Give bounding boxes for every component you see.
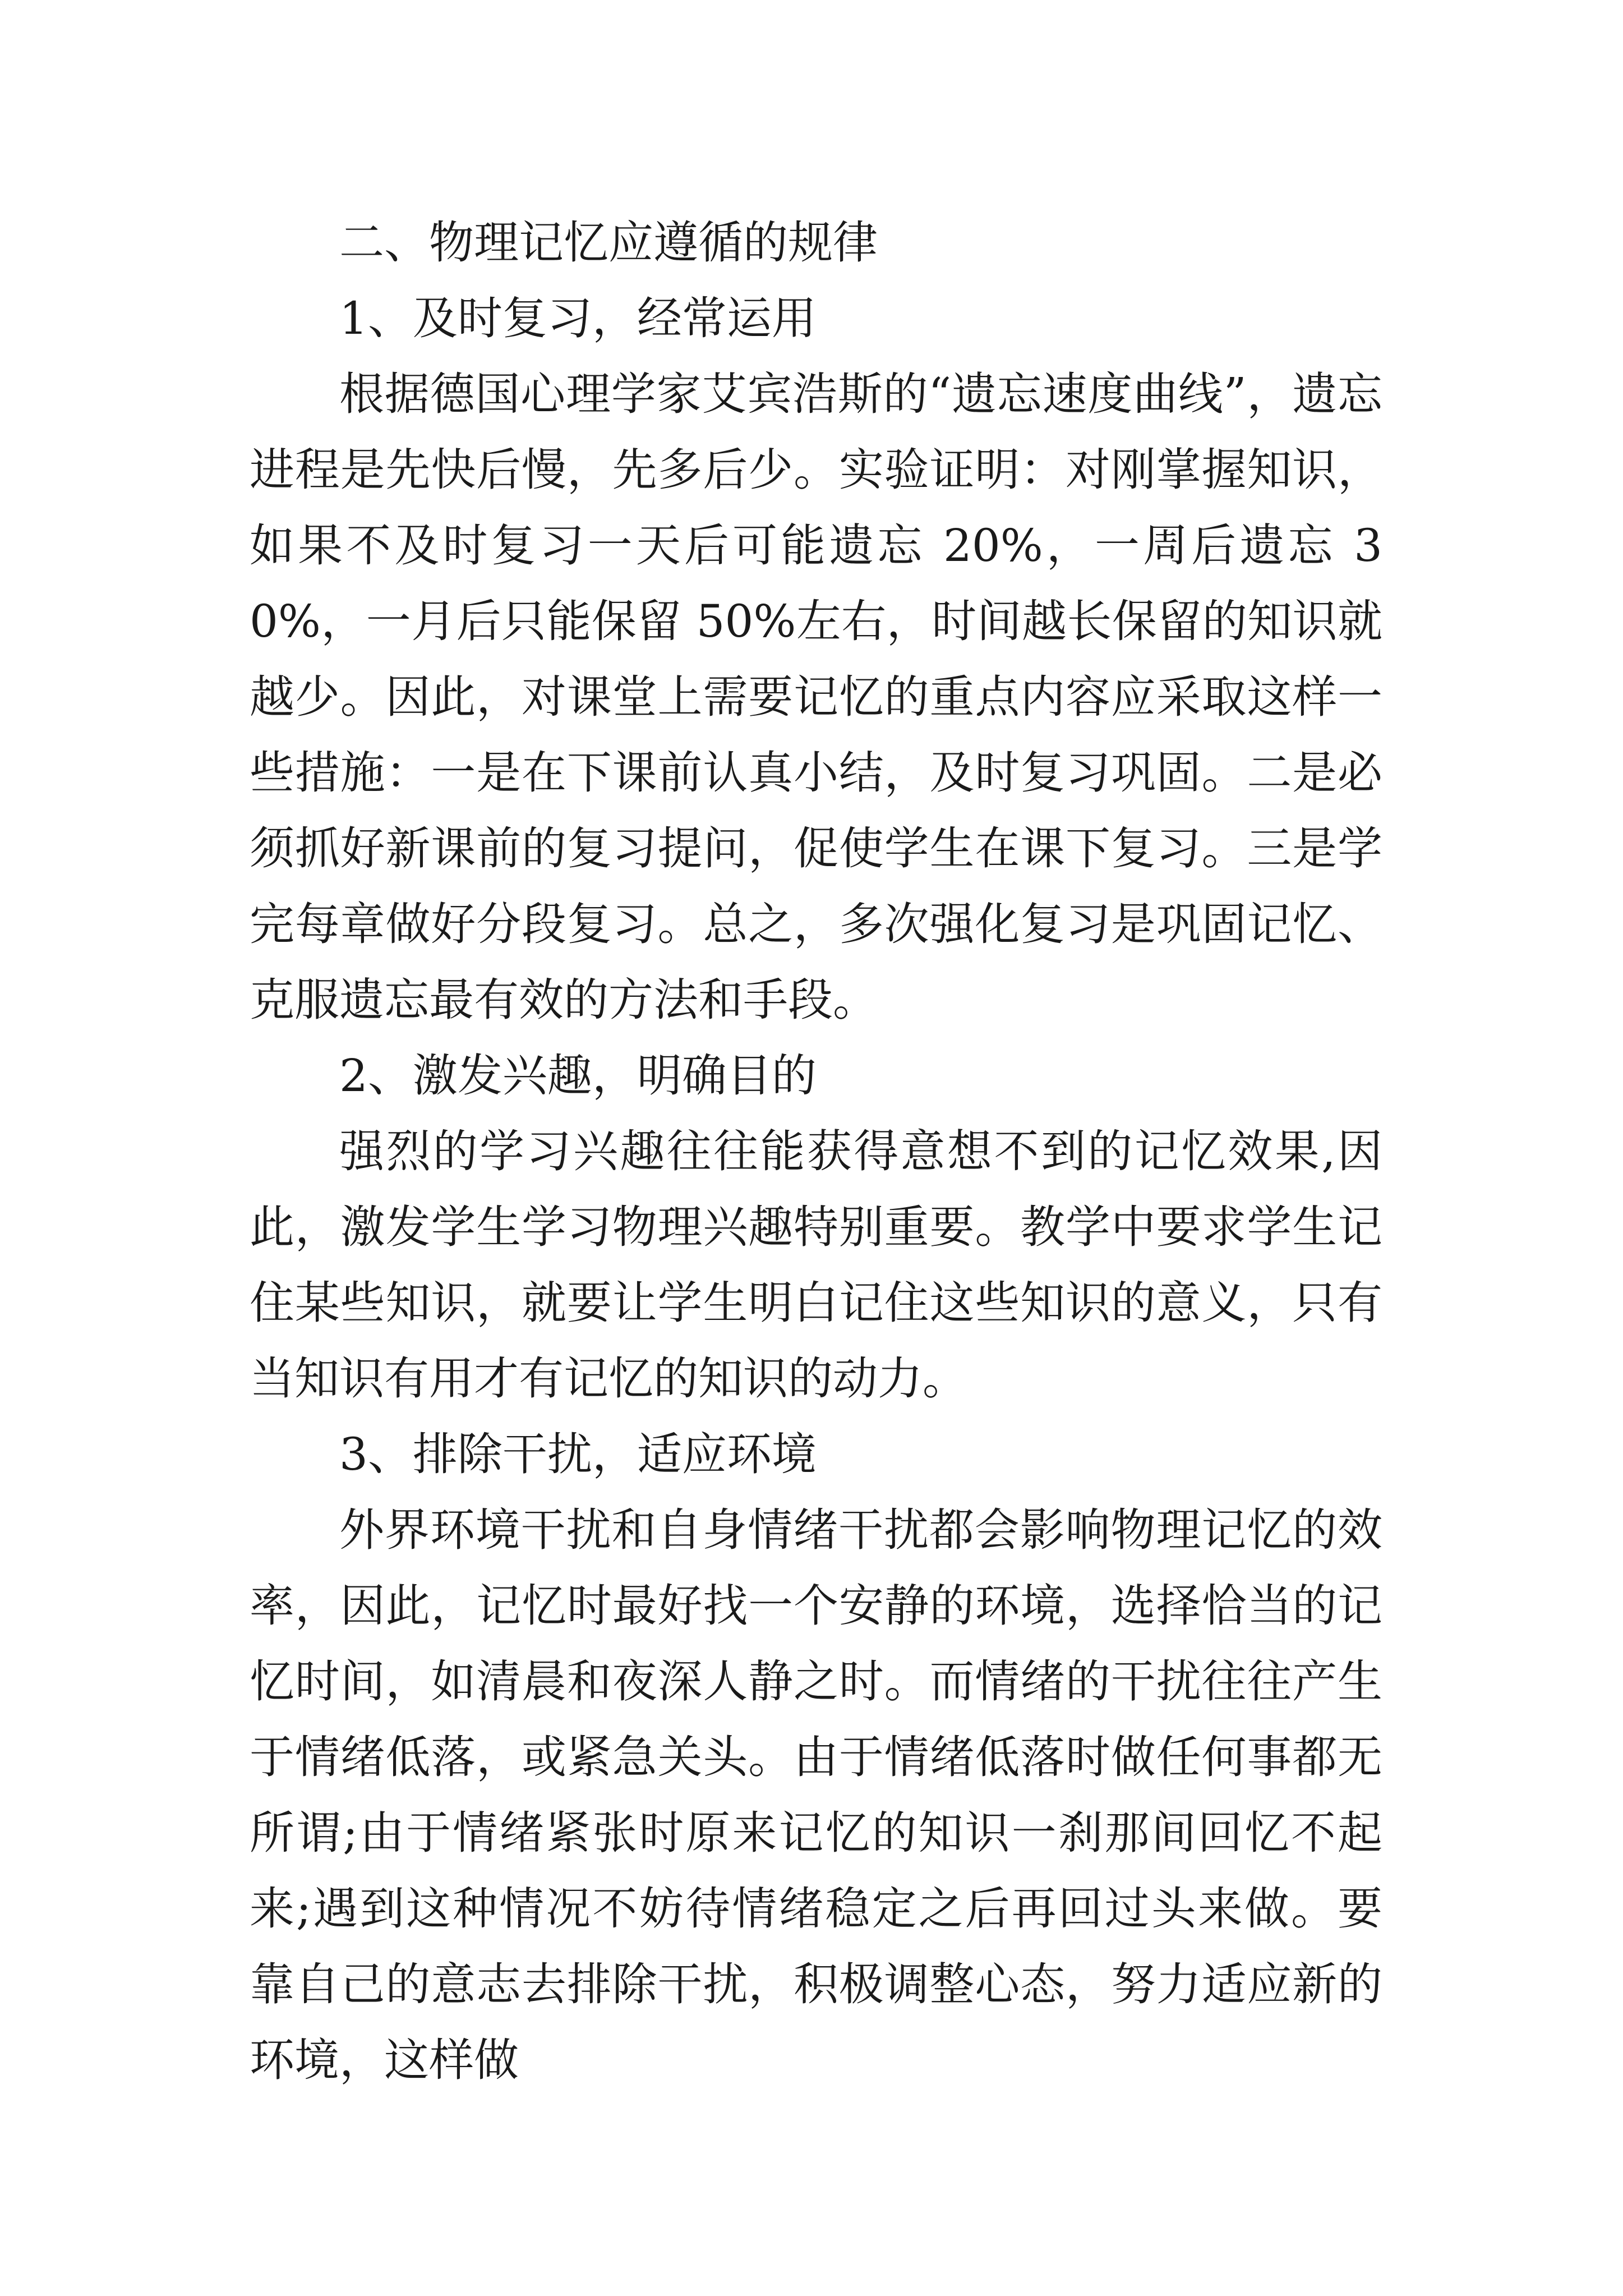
subsection-heading-2: 2、激发兴趣，明确目的 bbox=[339, 1050, 817, 1102]
subsection-heading-3: 3、排除干扰，适应环境 bbox=[339, 1428, 817, 1480]
subsection-paragraph-1: 根据德国心理学家艾宾浩斯的“遗忘速度曲线”，遗忘进程是先快后慢，先多后少。实验证明：对刚掌握知识，如果不及时复习一天后可能遗忘 20%，一周后遗忘 30%，一月后只能保留 50%左右，时间越长保留的知识就越少。因此，对课堂上需要记忆的重点内容应采取这样一些措施：一是在下课前认真小结，及时复习巩固。二是必须抓好新课前的复习提问，促使学生在课下复习。三是学完每章做好分段复习。总之，多次强化复习是巩固记忆、克服遗忘最有效的方法和手段。 bbox=[250, 368, 1382, 1026]
subsection-heading-1: 1、及时复习，经常运用 bbox=[339, 292, 817, 344]
document-body bbox=[250, 205, 1382, 2098]
section-title: 二、物理记忆应遵循的规律 bbox=[339, 217, 878, 269]
subsection-paragraph-3: 外界环境干扰和自身情绪干扰都会影响物理记忆的效率，因此，记忆时最好找一个安静的环境，选择恰当的记忆时间，如清晨和夜深人静之时。而情绪的干扰往往产生于情绪低落，或紧急关头。由于情绪低落时做任何事都无所谓;由于情绪紧张时原来记忆的知识一刹那间回忆不起来;遇到这种情况不妨待情绪稳定之后再回过头来做。要靠自己的意志去排除干扰，积极调整心态，努力适应新的环境，这样做 bbox=[250, 1504, 1382, 2086]
subsection-paragraph-2: 强烈的学习兴趣往往能获得意想不到的记忆效果,因此，激发学生学习物理兴趣特别重要。教学中要求学生记住某些知识，就要让学生明白记住这些知识的意义，只有当知识有用才有记忆的知识的动力。 bbox=[250, 1125, 1382, 1405]
